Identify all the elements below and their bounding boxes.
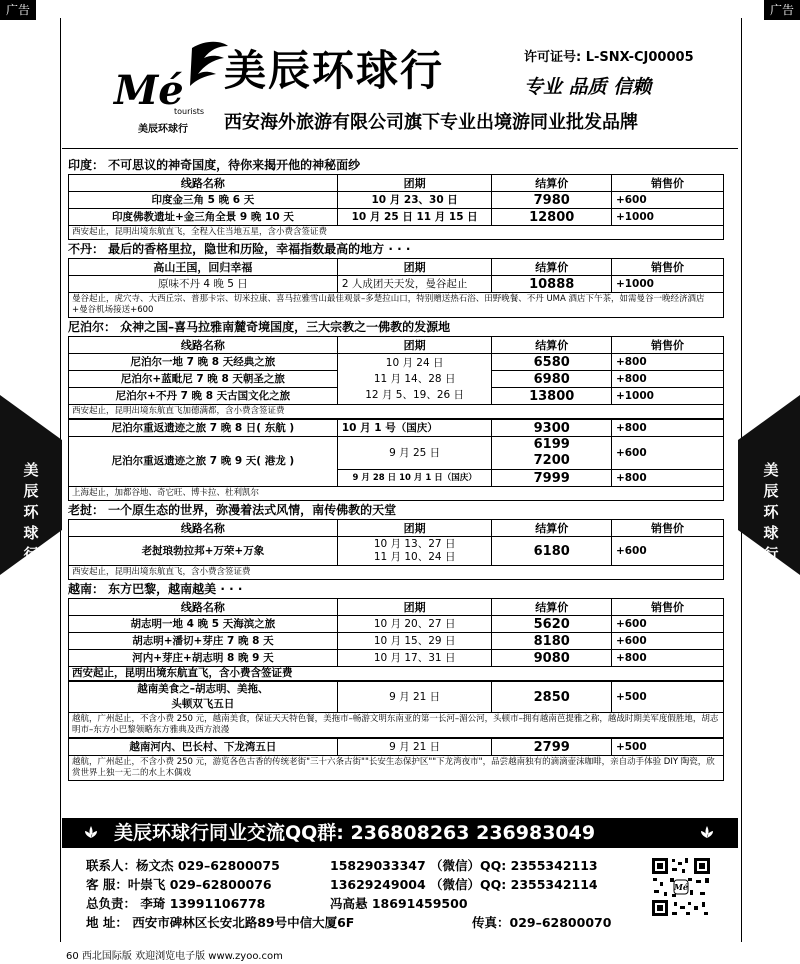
route-name: 尼泊尔重返遗迹之旅 7 晚 8 日( 东航 ) xyxy=(69,420,338,437)
contact-line: 联系人：杨文杰 029–62800075 xyxy=(86,858,280,873)
th-date: 团期 xyxy=(337,520,492,537)
settle-price: 7200 xyxy=(533,453,570,468)
flower-icon xyxy=(82,824,100,842)
settle-price: 9080 xyxy=(492,650,611,667)
contact-line: 15829033347 （微信）QQ: 2355342113 xyxy=(330,858,598,873)
tour-date: 9 月 21 日 xyxy=(337,739,492,756)
contact-line: 地 址： 西安市碑林区长安北路89号中信大厦6F xyxy=(86,915,355,930)
sale-price: +1000 xyxy=(611,276,723,293)
nepal-dates xyxy=(337,354,492,405)
route-name: 老挝琅勃拉邦+万荣+万象 xyxy=(69,537,338,566)
route-name: 印度佛教遗址+金三角全景 9 晚 10 天 xyxy=(69,209,338,226)
th-sale: 销售价 xyxy=(611,175,723,192)
brand-name: 美辰环球行 xyxy=(224,46,445,95)
contact-line: 总负责： 李琦 13991106778 xyxy=(86,896,266,911)
sale-price: +500 xyxy=(611,739,723,756)
nepal-table xyxy=(68,336,724,405)
logo-small: tourists xyxy=(174,107,205,116)
vietnam-title: 越南： 东方巴黎，越南越美 · · · xyxy=(68,582,243,596)
sale-price: +800 xyxy=(611,371,723,388)
th-sale: 销售价 xyxy=(611,337,723,354)
laos-table xyxy=(68,519,724,566)
sale-price: +800 xyxy=(611,650,723,667)
contact-line: 13629249004 （微信）QQ: 2355342114 xyxy=(330,877,598,892)
sale-price: +500 xyxy=(611,682,723,713)
settle-price: 13800 xyxy=(492,388,611,405)
table-row xyxy=(69,420,724,437)
price-list xyxy=(68,156,724,781)
laos-note: 西安起止，昆明出境东航直飞，含小费含签证费 xyxy=(68,566,724,580)
laos-title: 老挝： 一个原生态的世界，弥漫着法式风情，南传佛教的天堂 xyxy=(68,503,397,517)
tour-date: 10 月 1 号（国庆） xyxy=(337,420,492,437)
license-number: 许可证号: L-SNX-CJ00005 xyxy=(524,50,694,65)
bhutan-title: 不丹： 最后的香格里拉，隐世和历险，幸福指数最高的地方 · · · xyxy=(68,242,411,256)
india-title: 印度： 不可思议的神奇国度，待你来揭开他的神秘面纱 xyxy=(68,158,361,172)
qr-logo: Mé xyxy=(674,882,688,892)
settle-price: 12800 xyxy=(492,209,611,226)
table-row xyxy=(69,650,724,667)
india-note: 西安起止，昆明出境东航直飞，全程入住当地五星，含小费含签证费 xyxy=(68,226,724,240)
tour-date: 10 月 24 日 xyxy=(385,357,444,369)
tour-date: 10 月 25 日 11 月 15 日 xyxy=(337,209,492,226)
table-row xyxy=(69,616,724,633)
vietnam-hanoi-note: 越航，广州起止，不含小费 250 元，游览各色古香的传统老街"三十六条古街""长安生态保护区""下龙湾夜市"，品尝越南独有的滴滴壶沫咖啡，亲自动手体验 DIY 陶瓷，欣赏世界上独一无二的水上木偶戏 xyxy=(68,756,724,781)
th-route: 线路名称 xyxy=(69,337,338,354)
laos-dates xyxy=(337,537,492,566)
ad-label-left: 广告 xyxy=(0,0,36,20)
th-settle: 结算价 xyxy=(492,259,611,276)
settle-price: 7999 xyxy=(492,470,611,487)
tour-date: 9 月 25 日 xyxy=(337,437,492,470)
qq-banner xyxy=(62,818,738,848)
nepal-note: 西安起止，昆明出境东航直飞加德满都，含小费含签证费 xyxy=(68,405,724,419)
tour-date: 10 月 20、27 日 xyxy=(337,616,492,633)
qq-group-text: 美辰环球行同业交流QQ群: 236808263 236983049 xyxy=(114,822,596,844)
th-settle: 结算价 xyxy=(492,599,611,616)
route-name: 尼泊尔+蓝毗尼 7 晚 8 天朝圣之旅 xyxy=(69,371,338,388)
sale-price: +600 xyxy=(611,537,723,566)
flower-icon xyxy=(698,824,716,842)
table-row xyxy=(69,537,724,566)
sale-price: +1000 xyxy=(611,388,723,405)
settle-price: 2799 xyxy=(492,739,611,756)
sale-price: +600 xyxy=(611,192,723,209)
route-name: 原味不丹 4 晚 5 日 xyxy=(69,276,338,293)
table-row xyxy=(69,437,724,470)
settle-price: 6980 xyxy=(492,371,611,388)
qr-code-icon xyxy=(650,856,712,918)
th-date: 团期 xyxy=(337,175,492,192)
contact-info xyxy=(86,856,646,932)
table-row xyxy=(69,276,724,293)
header-divider xyxy=(62,148,738,149)
table-row xyxy=(69,209,724,226)
th-route: 线路名称 xyxy=(69,599,338,616)
th-route: 线路名称 xyxy=(69,520,338,537)
table-row xyxy=(69,682,724,713)
vietnam-table xyxy=(68,598,724,667)
th-route: 线路名称 xyxy=(69,175,338,192)
settle-price: 6180 xyxy=(492,537,611,566)
subtitle: 西安海外旅游有限公司旗下专业出境游同业批发品牌 xyxy=(224,112,638,133)
route-name xyxy=(69,682,338,713)
page-footer: 60 西北国际版 欢迎浏览电子版 www.zyoo.com xyxy=(66,951,283,962)
bhutan-table xyxy=(68,258,724,293)
logo-mark: Mé xyxy=(114,67,184,114)
th-settle: 结算价 xyxy=(492,337,611,354)
settle-price: 6580 xyxy=(492,354,611,371)
table-row xyxy=(69,633,724,650)
vietnam-food-table xyxy=(68,681,724,713)
header xyxy=(62,22,738,150)
tour-date: 2 人成团天天发，曼谷起止 xyxy=(337,276,492,293)
table-row xyxy=(69,192,724,209)
th-date: 团期 xyxy=(337,259,492,276)
route-name: 印度金三角 5 晚 6 天 xyxy=(69,192,338,209)
th-settle: 结算价 xyxy=(492,520,611,537)
settle-price xyxy=(492,437,611,470)
sale-price: +600 xyxy=(611,633,723,650)
bhutan-note: 曼谷起止，虎穴寺、大西丘宗、普那卡宗、切米拉康、喜马拉雅雪山最佳观景–多楚拉山口，特别赠送热石浴、田野晚餐、不丹 UMA 酒店下午茶，如需曼谷一晚经济酒店+曼谷机场接送+600 xyxy=(68,293,724,318)
slogan: 专业 品质 信赖 xyxy=(524,76,652,98)
th-route: 高山王国，回归幸福 xyxy=(69,259,338,276)
route-name-line: 越南美食之–胡志明、美拖、 xyxy=(137,683,269,695)
sale-price: +800 xyxy=(611,470,723,487)
route-name: 胡志明一地 4 晚 5 天海滨之旅 xyxy=(69,616,338,633)
route-name: 尼泊尔+不丹 7 晚 8 天古国文化之旅 xyxy=(69,388,338,405)
tour-date: 10 月 23、30 日 xyxy=(337,192,492,209)
sale-price: +600 xyxy=(611,437,723,470)
th-sale: 销售价 xyxy=(611,520,723,537)
brand-logo-icon xyxy=(100,36,230,136)
side-text-left: 美 辰 环 球 行 xyxy=(23,461,39,563)
sale-price: +1000 xyxy=(611,209,723,226)
logo-cn: 美辰环球行 xyxy=(138,124,188,135)
settle-price: 6199 xyxy=(533,437,570,452)
tour-date: 10 月 17、31 日 xyxy=(337,650,492,667)
tour-date: 11 月 10、24 日 xyxy=(373,551,456,563)
sale-price: +800 xyxy=(611,420,723,437)
tour-date: 9 月 28 日 10 月 1 日（国庆） xyxy=(337,470,492,487)
th-date: 团期 xyxy=(337,337,492,354)
settle-price: 8180 xyxy=(492,633,611,650)
contact-line: 冯高悬 18691459500 xyxy=(330,896,468,911)
sale-price: +600 xyxy=(611,616,723,633)
route-name: 尼泊尔重返遗迹之旅 7 晚 9 天( 港龙 ) xyxy=(69,437,338,487)
settle-price: 9300 xyxy=(492,420,611,437)
contact-line: 传真：029–62800070 xyxy=(472,915,612,930)
nepal-note-2: 上海起止，加都谷地、奇它旺、博卡拉、杜利凯尔 xyxy=(68,487,724,501)
route-name: 尼泊尔一地 7 晚 8 天经典之旅 xyxy=(69,354,338,371)
th-date: 团期 xyxy=(337,599,492,616)
vietnam-hanoi-table xyxy=(68,738,724,756)
th-settle: 结算价 xyxy=(492,175,611,192)
route-name: 越南河内、巴长村、下龙湾五日 xyxy=(69,739,338,756)
sale-price: +800 xyxy=(611,354,723,371)
th-sale: 销售价 xyxy=(611,259,723,276)
vietnam-food-note: 越航，广州起止，不含小费 250 元，越南美食，保证天天特色餐，美拖市–畅游文明东南亚的第一长河–湄公河，头顿市–拥有越南芭提雅之称，越战时期美军度假胜地，胡志明市–东方小巴黎领略东方雅典及西方浪漫 xyxy=(68,713,724,738)
tour-date: 9 月 21 日 xyxy=(337,682,492,713)
tour-date: 11 月 14、28 日 xyxy=(373,373,456,385)
tour-date: 10 月 13、27 日 xyxy=(373,538,456,550)
vietnam-note: 西安起止，昆明出境东航直飞，含小费含签证费 xyxy=(68,667,724,681)
nepal-table-2 xyxy=(68,419,724,487)
table-row xyxy=(69,739,724,756)
route-name: 胡志明+潘切+芽庄 7 晚 8 天 xyxy=(69,633,338,650)
settle-price: 2850 xyxy=(492,682,611,713)
route-name-line: 头顿双飞五日 xyxy=(171,698,235,710)
table-row xyxy=(69,354,724,371)
tour-date: 10 月 15、29 日 xyxy=(337,633,492,650)
settle-price: 5620 xyxy=(492,616,611,633)
settle-price: 7980 xyxy=(492,192,611,209)
contact-line: 客 服：叶崇飞 029–62800076 xyxy=(86,877,272,892)
tour-date: 12 月 5、19、26 日 xyxy=(365,389,465,401)
th-sale: 销售价 xyxy=(611,599,723,616)
india-table xyxy=(68,174,724,226)
side-text-right: 美 辰 环 球 行 xyxy=(763,461,779,563)
settle-price: 10888 xyxy=(492,276,611,293)
nepal-title: 尼泊尔： 众神之国–喜马拉雅南麓奇境国度，三大宗教之一佛教的发源地 xyxy=(68,320,451,334)
route-name: 河内+芽庄+胡志明 8 晚 9 天 xyxy=(69,650,338,667)
ad-label-right: 广告 xyxy=(764,0,800,20)
